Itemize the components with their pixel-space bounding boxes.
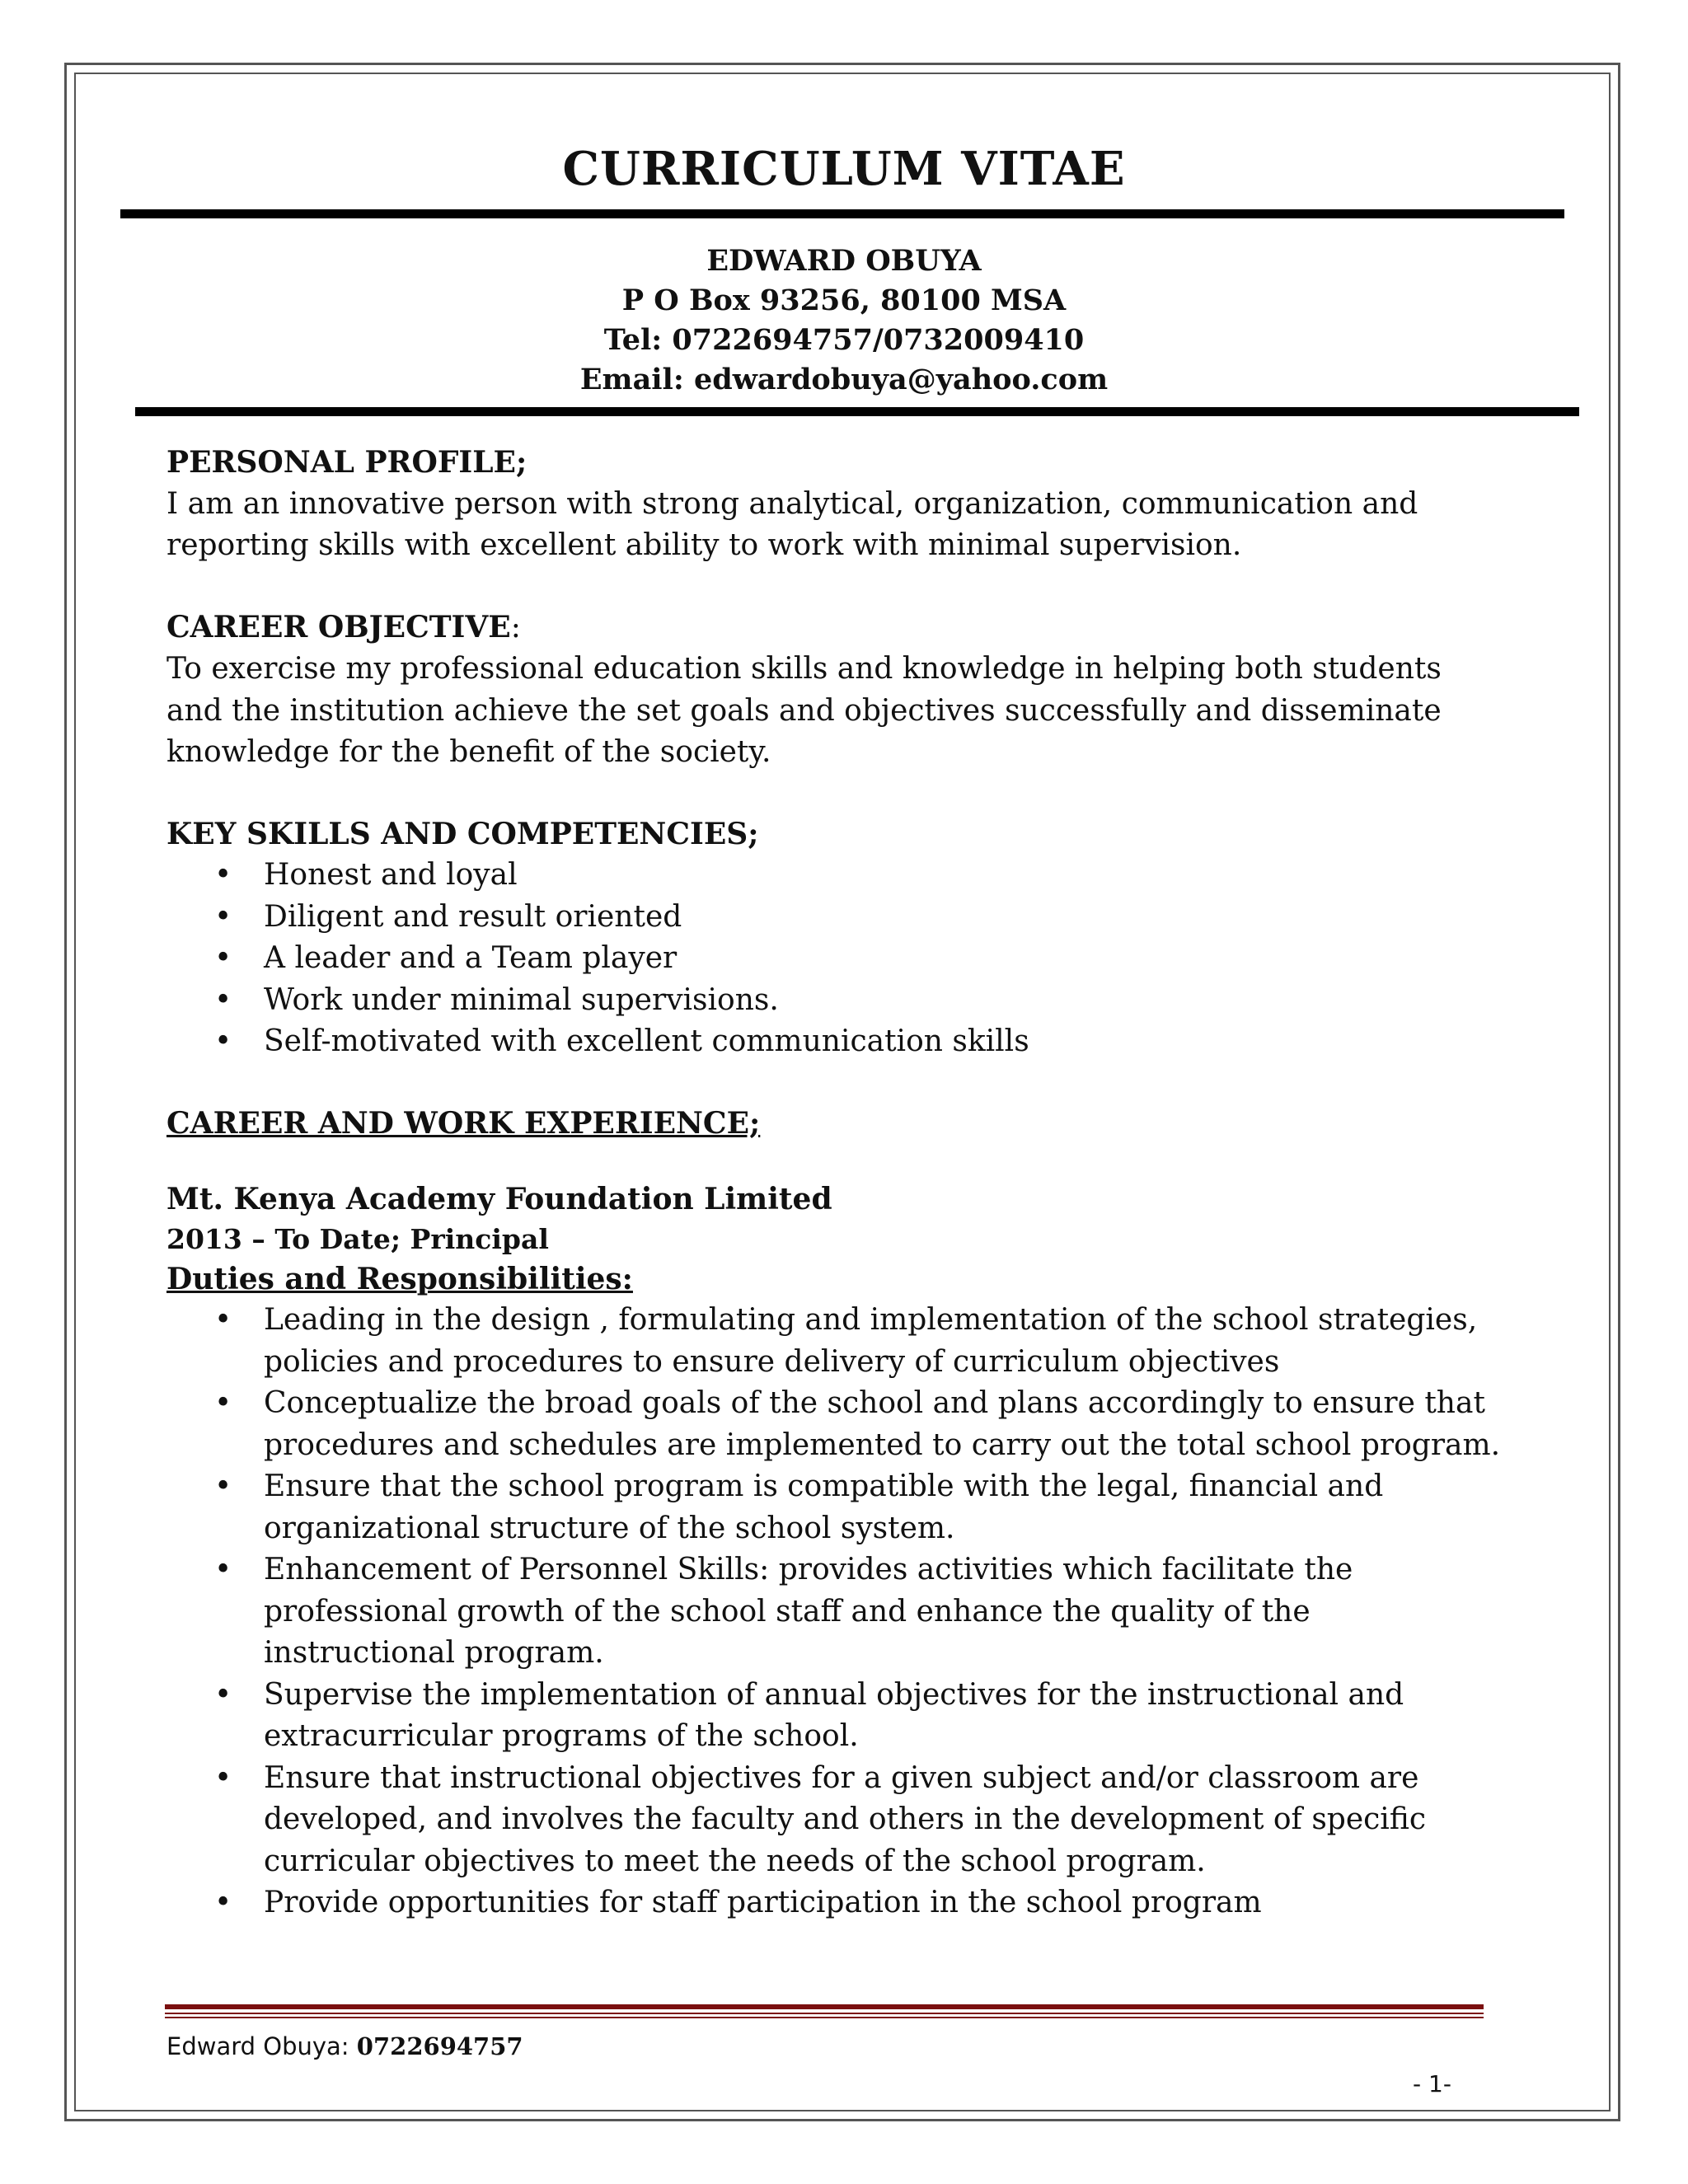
career-objective-colon: :: [510, 610, 521, 644]
experience-heading: CAREER AND WORK EXPERIENCE;: [166, 1105, 761, 1141]
list-item: • Conceptualize the broad goals of the school and plans accordingly to ensure that procedures and schedules are implemented to carry out the total school program.: [166, 1383, 1502, 1466]
list-item: • Provide opportunities for staff participation in the school program: [166, 1882, 1502, 1924]
footer-contact: [166, 2032, 523, 2060]
contact-rule: [135, 407, 1579, 416]
document-title: CURRICULUM VITAE: [562, 142, 1126, 196]
career-objective-heading: CAREER OBJECTIVE: [166, 609, 511, 644]
footer-phone: 0722694757: [356, 2032, 523, 2060]
job-period: 2013 – To Date: [166, 1222, 391, 1255]
contact-email: Email: edwardobuya@yahoo.com: [579, 363, 1109, 396]
footer-rule-thin: [165, 2017, 1484, 2018]
key-skills-section: [166, 813, 1502, 1063]
job-period-line: 2013 – To Date; Principal: [166, 1222, 549, 1255]
footer-rule-thin: [165, 2013, 1484, 2014]
key-skills-heading: KEY SKILLS AND COMPETENCIES;: [166, 816, 759, 851]
list-item: • Ensure that the school program is compatible with the legal, financial and organizational structure of the school system.: [166, 1466, 1502, 1549]
list-item: • Enhancement of Personnel Skills: provides activities which facilitate the professional growth of the school staff and enhance the quality of the instructional program.: [166, 1549, 1502, 1675]
list-item: • Honest and loyal: [166, 855, 1502, 897]
personal-profile-section: [166, 442, 1502, 567]
job-role: Principal: [410, 1222, 549, 1255]
company-name: Mt. Kenya Academy Foundation Limited: [166, 1182, 832, 1216]
list-item: • Supervise the implementation of annual objectives for the instructional and extracurricular programs of the school.: [166, 1675, 1502, 1758]
list-item: • Leading in the design , formulating and implementation of the school strategies, policies and procedures to ensure delivery of curriculum objectives: [166, 1300, 1502, 1383]
list-item: • Work under minimal supervisions.: [166, 980, 1502, 1022]
list-item: • Ensure that instructional objectives for a given subject and/or classroom are developed, and involves the faculty and others in the development of specific curricular objectives to meet the needs of the school program.: [166, 1758, 1502, 1883]
page-number: - 1-: [1413, 2070, 1451, 2097]
personal-profile-heading: PERSONAL PROFILE;: [166, 445, 528, 480]
career-objective-heading-line: [166, 607, 1502, 649]
duties-list: [166, 1300, 1502, 1924]
footer-rule-thick: [165, 2004, 1484, 2009]
career-objective-text: To exercise my professional education skills and knowledge in helping both students and the institution achieve the set goals and objectives successfully and disseminate knowledge for the benefit of the society.: [166, 652, 1442, 769]
cv-body: [166, 442, 1502, 1924]
career-objective-section: [166, 607, 1502, 774]
key-skills-list: [166, 855, 1502, 1063]
list-item: • Self-motivated with excellent communication skills: [166, 1021, 1502, 1063]
list-item: • Diligent and result oriented: [166, 897, 1502, 939]
contact-address: P O Box 93256, 80100 MSA: [621, 284, 1067, 317]
experience-section: [166, 1103, 1502, 1924]
list-item: • A leader and a Team player: [166, 938, 1502, 980]
personal-profile-text: I am an innovative person with strong analytical, organization, communication and reporting skills with excellent ability to work with minimal supervision.: [166, 486, 1418, 562]
contact-name: EDWARD OBUYA: [706, 244, 982, 278]
contact-tel: Tel: 0722694757/0732009410: [603, 323, 1085, 357]
duties-heading: Duties and Responsibilities:: [166, 1261, 633, 1296]
footer-name: Edward Obuya:: [166, 2032, 349, 2060]
title-rule: [120, 209, 1564, 218]
